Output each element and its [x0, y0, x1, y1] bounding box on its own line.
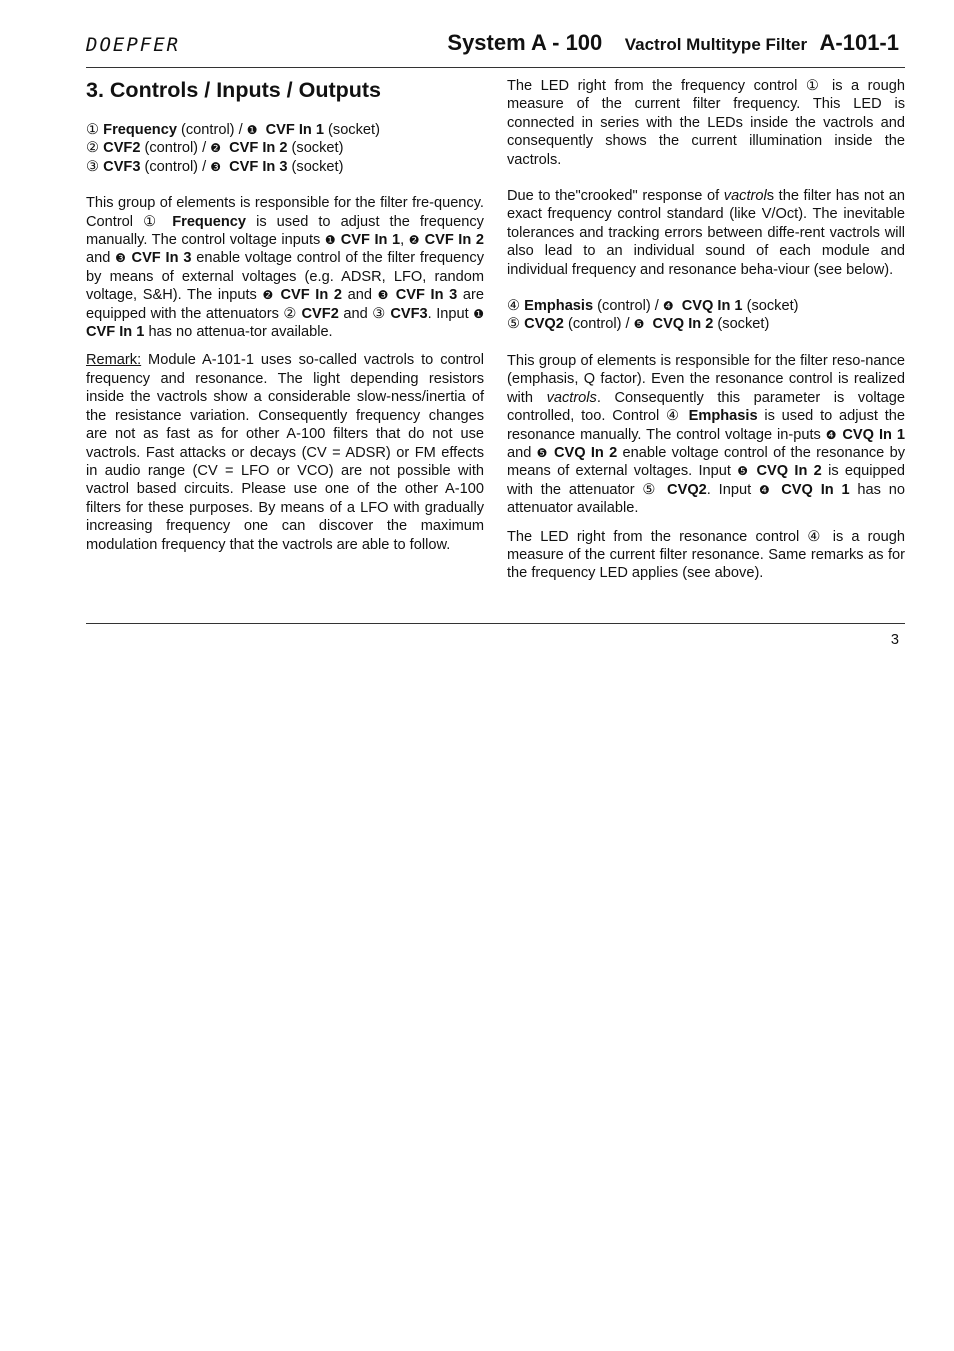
doepfer-logo: DOEPFER: [86, 34, 181, 56]
header-module-code: A-101-1: [819, 30, 899, 55]
socket-number: ❶: [246, 123, 258, 137]
socket-name: CVF In 3: [229, 158, 288, 175]
control-name: CVF3: [103, 158, 141, 175]
control-number: ②: [86, 140, 100, 157]
socket-type: (socket): [713, 316, 770, 333]
vactrol-response-paragraph: Due to the"crooked" response of vactrols the filter has not an exact frequency control standard (like V/Oct). The inevitable tolerances and tracking errors between diffe-rent vactrols will also lead to an individual sound of each module and individual frequency and resonance beha-viour (see below).: [507, 188, 905, 278]
socket-type: (socket): [287, 158, 344, 175]
socket-number: ❷: [210, 141, 221, 156]
control-item-emphasis: [507, 297, 905, 315]
socket-name: CVQ In 2: [652, 316, 714, 333]
control-item-frequency: [86, 121, 484, 139]
socket-name: CVF In 2: [229, 140, 288, 157]
control-name: CVF2: [103, 140, 141, 157]
left-column: [86, 77, 484, 554]
control-name: Frequency: [103, 122, 177, 138]
socket-number: ❸: [210, 159, 221, 174]
control-item-cvf3: [86, 158, 484, 176]
control-type: (control) /: [140, 140, 211, 157]
remark-text: Module A-101-1 uses so-called vactrols to control frequency and resonance. The light depending resistors inside the vactrols show a considerable slow-ness/inertia of the resistance variation. Consequently frequency changes are not as fast as for other A-100 filters that do not use vactrols. Fast attacks or decays (CV = ADSR) or FM effects in audio range (CV = LFO or VCO) are not possible with vactrol based circuits. Please use one of the other A-100 filters for these purposes. By means of a LFO with gradually increasing frequency one can discover the maximum modulation frequency that the vactrols are able to follow.: [86, 352, 484, 553]
header-rule: [86, 67, 905, 68]
control-number: ③: [86, 158, 100, 175]
control-item-cvq2: [507, 315, 905, 333]
control-type: (control) /: [140, 158, 211, 175]
resonance-led-paragraph: The LED right from the resonance control ④ is a rough measure of the current filter resonance. Same remarks as for the frequency LED applies (see above).: [507, 528, 905, 582]
socket-type: (socket): [742, 298, 799, 315]
control-name: CVQ2: [524, 316, 564, 333]
socket-name: CVQ In 1: [681, 298, 743, 315]
control-number: ④: [507, 298, 521, 315]
socket-number: ❹: [662, 299, 674, 314]
control-item-cvf2: [86, 139, 484, 157]
footer-rule: [86, 623, 905, 624]
control-type: (control) /: [176, 122, 247, 138]
remark-label: Remark:: [86, 352, 142, 369]
control-name: Emphasis: [524, 298, 594, 315]
socket-type: (socket): [323, 122, 380, 138]
resonance-paragraph: This group of elements is responsible for the filter reso-nance (emphasis, Q factor). Even the resonance control is realized with vactrols. Consequently this parameter is voltage controlled, too. Control ④ Emphasis is used to adjust the resonance manually. The control voltage in-puts ❹ CVQ In 1 and ❺ CVQ In 2 enable voltage control of the resonance by means of external voltages. Input ❺ CVQ In 2 is equipped with the attenuator ⑤ CVQ2. Input ❹ CVQ In 1 has no attenuator available.: [507, 352, 906, 517]
frequency-paragraph: This group of elements is responsible for the filter fre-quency. Control ① Frequency is used to adjust the frequency manually. The control voltage inputs ❶ CVF In 1, ❷ CVF In 2 and ❸ CVF In 3 enable voltage control of the filter frequency by means of external voltages (e.g. ADSR, LFO, random voltage, S&H). The inputs ❷ CVF In 2 and ❸ CVF In 3 are equipped with the attenuators ② CVF2 and ③ CVF3. Input ❶ CVF In 1 has no attenua-tor available.: [86, 195, 484, 341]
header-subtitle: Vactrol Multitype Filter: [624, 35, 808, 54]
header-title: [447, 30, 899, 56]
socket-name: CVF In 1: [265, 122, 324, 138]
section-title: 3. Controls / Inputs / Outputs: [86, 78, 382, 102]
page-number: 3: [890, 632, 899, 648]
header-system: System A - 100: [447, 30, 603, 55]
page-header: [86, 28, 905, 64]
socket-type: (socket): [287, 140, 344, 157]
frequency-led-paragraph: The LED right from the frequency control ① is a rough measure of the current filter frequency. This LED is connected in series with the LEDs inside the vactrols and consequently shows the current illumination inside the vactrols.: [507, 78, 905, 168]
control-type: (control) /: [563, 316, 634, 333]
socket-number: ❺: [633, 317, 645, 332]
right-column: [507, 77, 905, 583]
control-number: ①: [86, 122, 100, 138]
remark-paragraph: [86, 351, 484, 553]
control-type: (control) /: [593, 298, 663, 315]
control-number: ⑤: [507, 316, 521, 333]
